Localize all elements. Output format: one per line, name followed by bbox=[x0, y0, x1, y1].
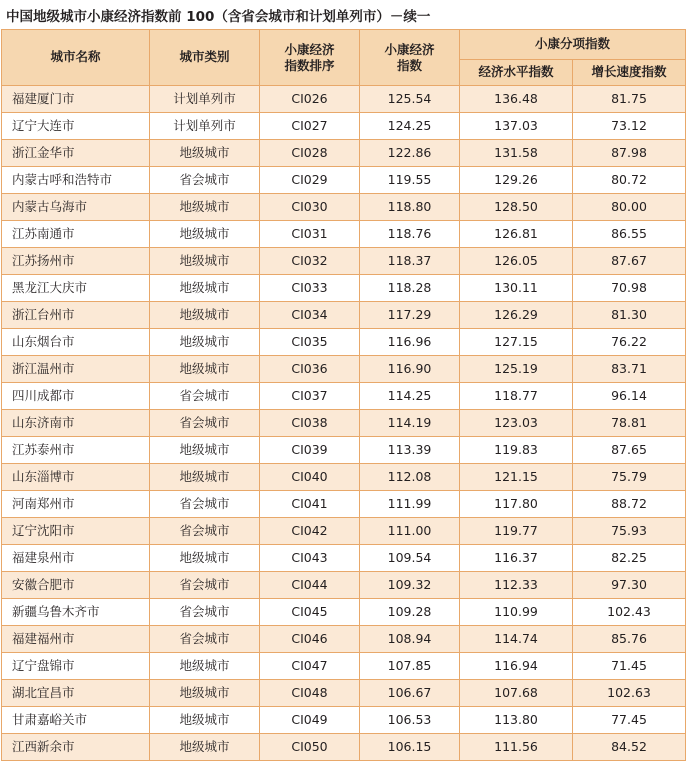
cell-city-name: 内蒙古乌海市 bbox=[2, 194, 150, 221]
cell-rank: CI048 bbox=[260, 680, 360, 707]
table-row bbox=[2, 383, 686, 410]
cell-economic-level-index: 130.11 bbox=[460, 275, 573, 302]
cell-city-type: 地级城市 bbox=[150, 680, 260, 707]
cell-city-name: 浙江金华市 bbox=[2, 140, 150, 167]
cell-economic-level-index: 128.50 bbox=[460, 194, 573, 221]
cell-index: 119.55 bbox=[360, 167, 460, 194]
cell-city-type: 省会城市 bbox=[150, 599, 260, 626]
cell-economic-level-index: 137.03 bbox=[460, 113, 573, 140]
header-growth-speed-index: 增长速度指数 bbox=[573, 60, 686, 86]
cell-growth-speed-index: 85.76 bbox=[573, 626, 686, 653]
table-row bbox=[2, 86, 686, 113]
cell-economic-level-index: 127.15 bbox=[460, 329, 573, 356]
cell-city-type: 省会城市 bbox=[150, 572, 260, 599]
table-row bbox=[2, 572, 686, 599]
header-index-line1: 小康经济 bbox=[384, 41, 435, 57]
cell-economic-level-index: 107.68 bbox=[460, 680, 573, 707]
cell-city-type: 地级城市 bbox=[150, 437, 260, 464]
cell-growth-speed-index: 76.22 bbox=[573, 329, 686, 356]
cell-city-type: 计划单列市 bbox=[150, 113, 260, 140]
cell-growth-speed-index: 77.45 bbox=[573, 707, 686, 734]
table-row bbox=[2, 707, 686, 734]
cell-rank: CI041 bbox=[260, 491, 360, 518]
table-header-row-1 bbox=[2, 30, 686, 60]
cell-city-type: 省会城市 bbox=[150, 518, 260, 545]
cell-rank: CI031 bbox=[260, 221, 360, 248]
cell-economic-level-index: 114.74 bbox=[460, 626, 573, 653]
table-row bbox=[2, 167, 686, 194]
cell-economic-level-index: 126.05 bbox=[460, 248, 573, 275]
cell-index: 106.53 bbox=[360, 707, 460, 734]
cell-economic-level-index: 113.80 bbox=[460, 707, 573, 734]
cell-growth-speed-index: 97.30 bbox=[573, 572, 686, 599]
cell-economic-level-index: 121.15 bbox=[460, 464, 573, 491]
cell-city-name: 内蒙古呼和浩特市 bbox=[2, 167, 150, 194]
cell-economic-level-index: 116.37 bbox=[460, 545, 573, 572]
cell-index: 111.00 bbox=[360, 518, 460, 545]
cell-growth-speed-index: 81.30 bbox=[573, 302, 686, 329]
cell-growth-speed-index: 81.75 bbox=[573, 86, 686, 113]
cell-economic-level-index: 119.77 bbox=[460, 518, 573, 545]
cell-index: 118.37 bbox=[360, 248, 460, 275]
cell-rank: CI045 bbox=[260, 599, 360, 626]
cell-city-type: 地级城市 bbox=[150, 707, 260, 734]
cell-economic-level-index: 129.26 bbox=[460, 167, 573, 194]
table-row bbox=[2, 113, 686, 140]
cell-city-name: 安徽合肥市 bbox=[2, 572, 150, 599]
cell-index: 114.19 bbox=[360, 410, 460, 437]
cell-rank: CI044 bbox=[260, 572, 360, 599]
cell-city-name: 福建厦门市 bbox=[2, 86, 150, 113]
cell-city-name: 湖北宜昌市 bbox=[2, 680, 150, 707]
cell-city-type: 省会城市 bbox=[150, 491, 260, 518]
cell-growth-speed-index: 87.98 bbox=[573, 140, 686, 167]
table-row bbox=[2, 491, 686, 518]
cell-index: 116.96 bbox=[360, 329, 460, 356]
cell-index: 106.15 bbox=[360, 734, 460, 761]
header-rank-line1: 小康经济 bbox=[284, 41, 335, 57]
cell-index: 125.54 bbox=[360, 86, 460, 113]
cell-city-type: 地级城市 bbox=[150, 734, 260, 761]
cell-growth-speed-index: 75.93 bbox=[573, 518, 686, 545]
cell-economic-level-index: 123.03 bbox=[460, 410, 573, 437]
cell-city-name: 山东烟台市 bbox=[2, 329, 150, 356]
cell-rank: CI046 bbox=[260, 626, 360, 653]
cell-index: 117.29 bbox=[360, 302, 460, 329]
cell-rank: CI028 bbox=[260, 140, 360, 167]
table-row bbox=[2, 545, 686, 572]
table-row bbox=[2, 248, 686, 275]
cell-city-type: 地级城市 bbox=[150, 194, 260, 221]
cell-rank: CI049 bbox=[260, 707, 360, 734]
cell-index: 118.76 bbox=[360, 221, 460, 248]
header-rank-line2: 指数排序 bbox=[284, 57, 335, 73]
cell-index: 114.25 bbox=[360, 383, 460, 410]
cell-economic-level-index: 111.56 bbox=[460, 734, 573, 761]
cell-city-name: 江苏泰州市 bbox=[2, 437, 150, 464]
cell-growth-speed-index: 75.79 bbox=[573, 464, 686, 491]
cell-growth-speed-index: 84.52 bbox=[573, 734, 686, 761]
cell-growth-speed-index: 80.00 bbox=[573, 194, 686, 221]
table-row bbox=[2, 356, 686, 383]
cell-economic-level-index: 131.58 bbox=[460, 140, 573, 167]
cell-index: 124.25 bbox=[360, 113, 460, 140]
cell-city-type: 计划单列市 bbox=[150, 86, 260, 113]
cell-city-name: 辽宁盘锦市 bbox=[2, 653, 150, 680]
cell-city-type: 地级城市 bbox=[150, 275, 260, 302]
cell-rank: CI050 bbox=[260, 734, 360, 761]
cell-city-name: 浙江台州市 bbox=[2, 302, 150, 329]
table-row bbox=[2, 302, 686, 329]
cell-economic-level-index: 136.48 bbox=[460, 86, 573, 113]
cell-economic-level-index: 125.19 bbox=[460, 356, 573, 383]
cell-rank: CI026 bbox=[260, 86, 360, 113]
cell-index: 109.28 bbox=[360, 599, 460, 626]
cell-city-name: 四川成都市 bbox=[2, 383, 150, 410]
header-city-name: 城市名称 bbox=[2, 30, 150, 86]
cell-economic-level-index: 112.33 bbox=[460, 572, 573, 599]
cell-city-type: 地级城市 bbox=[150, 464, 260, 491]
table-row bbox=[2, 626, 686, 653]
cell-city-name: 河南郑州市 bbox=[2, 491, 150, 518]
cell-city-type: 地级城市 bbox=[150, 248, 260, 275]
cell-growth-speed-index: 82.25 bbox=[573, 545, 686, 572]
cell-city-type: 地级城市 bbox=[150, 302, 260, 329]
cell-city-name: 江西新余市 bbox=[2, 734, 150, 761]
cell-economic-level-index: 126.81 bbox=[460, 221, 573, 248]
cell-index: 112.08 bbox=[360, 464, 460, 491]
cell-growth-speed-index: 102.43 bbox=[573, 599, 686, 626]
cell-rank: CI039 bbox=[260, 437, 360, 464]
cell-economic-level-index: 118.77 bbox=[460, 383, 573, 410]
cell-city-type: 省会城市 bbox=[150, 167, 260, 194]
cell-city-type: 地级城市 bbox=[150, 329, 260, 356]
cell-rank: CI029 bbox=[260, 167, 360, 194]
cell-index: 109.54 bbox=[360, 545, 460, 572]
cell-index: 122.86 bbox=[360, 140, 460, 167]
cell-growth-speed-index: 88.72 bbox=[573, 491, 686, 518]
table-row bbox=[2, 437, 686, 464]
cell-city-name: 新疆乌鲁木齐市 bbox=[2, 599, 150, 626]
cell-city-name: 黑龙江大庆市 bbox=[2, 275, 150, 302]
cell-city-name: 江苏扬州市 bbox=[2, 248, 150, 275]
cell-economic-level-index: 116.94 bbox=[460, 653, 573, 680]
cell-rank: CI036 bbox=[260, 356, 360, 383]
cell-economic-level-index: 117.80 bbox=[460, 491, 573, 518]
table-row bbox=[2, 221, 686, 248]
header-index-line2: 指数 bbox=[396, 57, 422, 73]
cell-rank: CI033 bbox=[260, 275, 360, 302]
header-economic-level-index: 经济水平指数 bbox=[460, 60, 573, 86]
cell-index: 107.85 bbox=[360, 653, 460, 680]
table-body bbox=[2, 86, 686, 761]
cell-city-type: 地级城市 bbox=[150, 545, 260, 572]
cell-rank: CI047 bbox=[260, 653, 360, 680]
header-rank bbox=[260, 30, 360, 86]
table-row bbox=[2, 653, 686, 680]
cell-index: 116.90 bbox=[360, 356, 460, 383]
cell-rank: CI035 bbox=[260, 329, 360, 356]
cell-growth-speed-index: 80.72 bbox=[573, 167, 686, 194]
cell-rank: CI027 bbox=[260, 113, 360, 140]
table-row bbox=[2, 734, 686, 761]
table-row bbox=[2, 464, 686, 491]
cell-economic-level-index: 110.99 bbox=[460, 599, 573, 626]
table-row bbox=[2, 329, 686, 356]
cell-index: 108.94 bbox=[360, 626, 460, 653]
cell-growth-speed-index: 71.45 bbox=[573, 653, 686, 680]
cell-growth-speed-index: 86.55 bbox=[573, 221, 686, 248]
cell-city-type: 地级城市 bbox=[150, 140, 260, 167]
header-index bbox=[360, 30, 460, 86]
cell-growth-speed-index: 83.71 bbox=[573, 356, 686, 383]
cell-city-type: 地级城市 bbox=[150, 653, 260, 680]
cell-city-type: 地级城市 bbox=[150, 356, 260, 383]
table-header bbox=[2, 30, 686, 86]
cell-city-type: 省会城市 bbox=[150, 383, 260, 410]
cell-index: 111.99 bbox=[360, 491, 460, 518]
cell-city-name: 山东济南市 bbox=[2, 410, 150, 437]
cell-city-type: 地级城市 bbox=[150, 221, 260, 248]
cell-index: 113.39 bbox=[360, 437, 460, 464]
header-subindex-group: 小康分项指数 bbox=[460, 30, 686, 60]
table-row bbox=[2, 140, 686, 167]
cell-growth-speed-index: 87.67 bbox=[573, 248, 686, 275]
table-row bbox=[2, 599, 686, 626]
table-row bbox=[2, 518, 686, 545]
cell-rank: CI040 bbox=[260, 464, 360, 491]
cell-rank: CI037 bbox=[260, 383, 360, 410]
header-city-type: 城市类别 bbox=[150, 30, 260, 86]
cell-growth-speed-index: 96.14 bbox=[573, 383, 686, 410]
cell-city-type: 省会城市 bbox=[150, 410, 260, 437]
cell-city-name: 江苏南通市 bbox=[2, 221, 150, 248]
page-title: 中国地级城市小康经济指数前 100（含省会城市和计划单列市）－续一 bbox=[6, 9, 431, 25]
cell-growth-speed-index: 87.65 bbox=[573, 437, 686, 464]
cell-economic-level-index: 119.83 bbox=[460, 437, 573, 464]
cell-growth-speed-index: 102.63 bbox=[573, 680, 686, 707]
cell-rank: CI030 bbox=[260, 194, 360, 221]
cell-city-name: 福建泉州市 bbox=[2, 545, 150, 572]
cell-rank: CI042 bbox=[260, 518, 360, 545]
cell-economic-level-index: 126.29 bbox=[460, 302, 573, 329]
ranking-table bbox=[1, 29, 686, 761]
cell-index: 109.32 bbox=[360, 572, 460, 599]
cell-index: 118.80 bbox=[360, 194, 460, 221]
cell-city-name: 辽宁大连市 bbox=[2, 113, 150, 140]
cell-growth-speed-index: 73.12 bbox=[573, 113, 686, 140]
cell-index: 106.67 bbox=[360, 680, 460, 707]
table-row bbox=[2, 194, 686, 221]
cell-rank: CI032 bbox=[260, 248, 360, 275]
table-row bbox=[2, 275, 686, 302]
cell-growth-speed-index: 78.81 bbox=[573, 410, 686, 437]
table-row bbox=[2, 680, 686, 707]
cell-rank: CI034 bbox=[260, 302, 360, 329]
cell-city-name: 山东淄博市 bbox=[2, 464, 150, 491]
cell-growth-speed-index: 70.98 bbox=[573, 275, 686, 302]
cell-index: 118.28 bbox=[360, 275, 460, 302]
cell-city-type: 省会城市 bbox=[150, 626, 260, 653]
cell-city-name: 福建福州市 bbox=[2, 626, 150, 653]
table-row bbox=[2, 410, 686, 437]
cell-rank: CI038 bbox=[260, 410, 360, 437]
cell-rank: CI043 bbox=[260, 545, 360, 572]
cell-city-name: 辽宁沈阳市 bbox=[2, 518, 150, 545]
cell-city-name: 浙江温州市 bbox=[2, 356, 150, 383]
cell-city-name: 甘肃嘉峪关市 bbox=[2, 707, 150, 734]
